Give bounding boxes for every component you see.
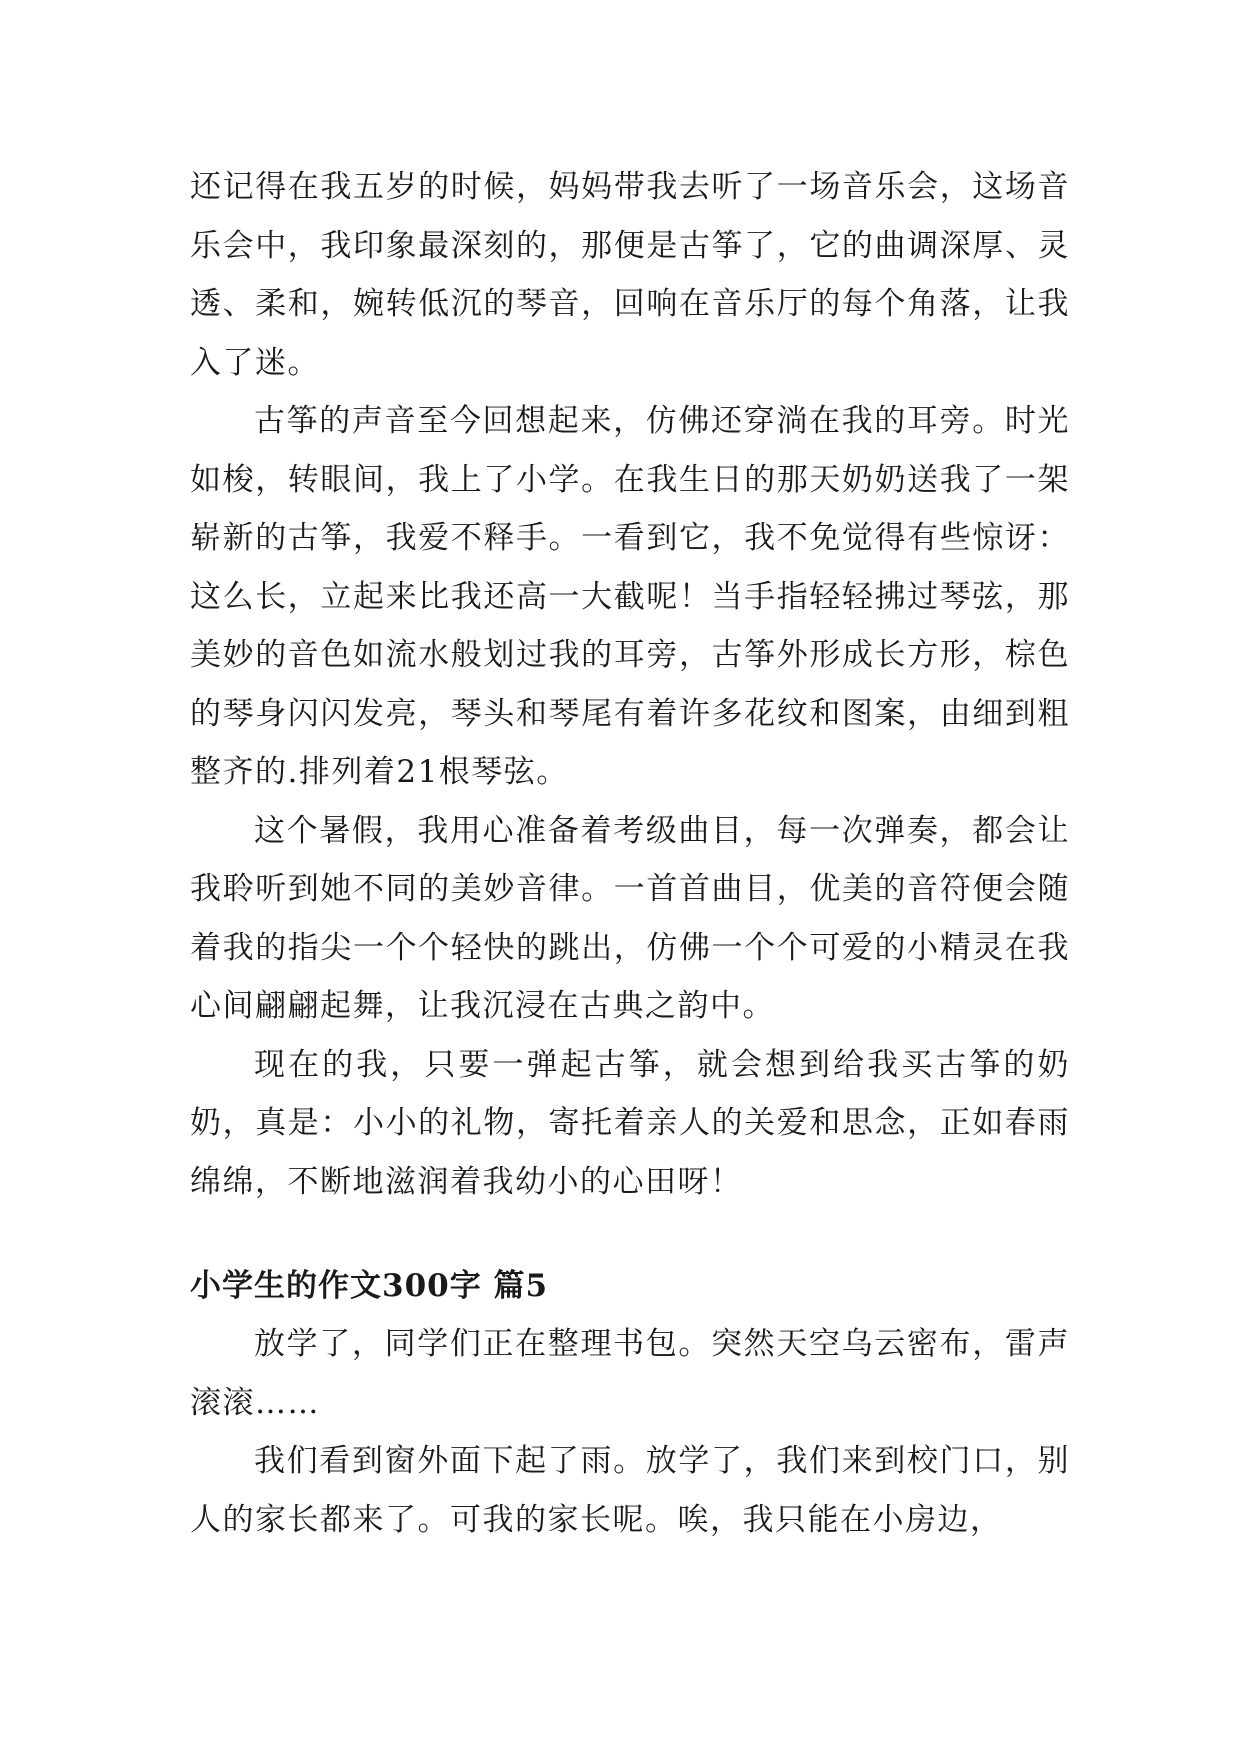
paragraph: 这个暑假，我用心准备着考级曲目，每一次弹奏，都会让我聆听到她不同的美妙音律。一首首曲目，优美的音符便会随着我的指尖一个个轻快的跳出，仿佛一个个可爱的小精灵在我心间翩翩起舞，让我沉浸在古典之韵中。: [190, 812, 1070, 1024]
section-heading: 小学生的作文300字 篇5: [190, 1268, 549, 1304]
paragraph: 现在的我，只要一弹起古筝，就会想到给我买古筝的奶奶，真是：小小的礼物，寄托着亲人的关爱和思念，正如春雨绵绵，不断地滋润着我幼小的心田呀！: [190, 1046, 1070, 1200]
paragraph: 我们看到窗外面下起了雨。放学了，我们来到校门口，别人的家长都来了。可我的家长呢。唉，我只能在小房边，: [190, 1443, 1070, 1538]
paragraph: 放学了，同学们正在整理书包。突然天空乌云密布，雷声滚滚……: [190, 1326, 1070, 1421]
paragraph: 古筝的声音至今回想起来，仿佛还穿淌在我的耳旁。时光如梭，转眼间，我上了小学。在我生日的那天奶奶送我了一架崭新的古筝，我爱不释手。一看到它，我不免觉得有些惊讶：这么长，立起来比我还高一大截呢！当手指轻轻拂过琴弦，那美妙的音色如流水般划过我的耳旁，古筝外形成长方形，棕色的琴身闪闪发亮，琴头和琴尾有着许多花纹和图案，由细到粗整齐的.排列着21根琴弦。: [190, 403, 1070, 790]
document-body: [190, 158, 1070, 1549]
paragraph: 还记得在我五岁的时候，妈妈带我去听了一场音乐会，这场音乐会中，我印象最深刻的，那便是古筝了，它的曲调深厚、灵透、柔和，婉转低沉的琴音，回响在音乐厅的每个角落，让我入了迷。: [190, 169, 1070, 381]
